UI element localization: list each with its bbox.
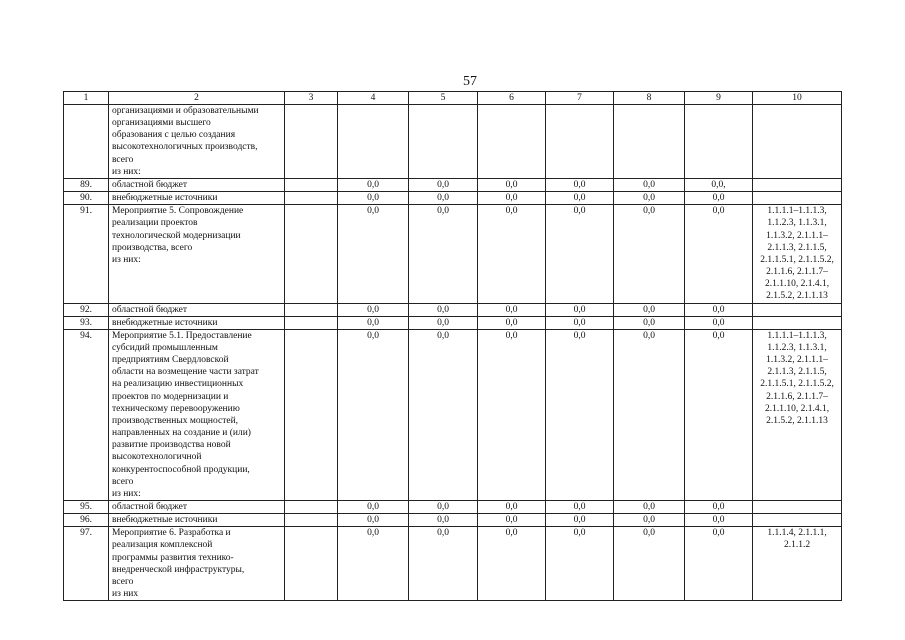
cell-col6: 0,0 [478, 329, 546, 500]
row-description: организациями и образовательными организациями высшего образования с целью создания высокотехнологичных производств, всего из них: [109, 105, 285, 179]
header-row [64, 92, 842, 105]
table-body [64, 105, 842, 601]
row-number: 93. [64, 316, 109, 329]
cell-col6: 0,0 [478, 205, 546, 303]
cell-targets: 1.1.1.4, 2.1.1.1, 2.1.1.2 [753, 527, 842, 601]
cell-col9: 0,0 [685, 192, 753, 205]
cell-col4: 0,0 [338, 178, 409, 191]
table-header [64, 92, 842, 105]
cell-col3 [285, 329, 338, 500]
row-number: 92. [64, 303, 109, 316]
row-description: областной бюджет [109, 501, 285, 514]
cell-col5 [409, 105, 478, 179]
row-description: внебюджетные источники [109, 316, 285, 329]
header-cell-5: 5 [409, 92, 478, 105]
cell-targets: 1.1.1.1–1.1.1.3, 1.1.2.3, 1.1.3.1, 1.1.3.2, 2.1.1.1– 2.1.1.3, 2.1.1.5, 2.1.1.5.1, 2.1.1.5.2, 2.1.1.6, 2.1.1.7– 2.1.1.10, 2.1.4.1, 2.1.5.2, 2.1.1.13 [753, 205, 842, 303]
cell-col6 [478, 105, 546, 179]
cell-col4: 0,0 [338, 316, 409, 329]
row-number: 94. [64, 329, 109, 500]
cell-col3 [285, 514, 338, 527]
table-row [64, 514, 842, 527]
cell-targets [753, 178, 842, 191]
cell-col3 [285, 527, 338, 601]
table-row [64, 316, 842, 329]
table-row [64, 501, 842, 514]
header-cell-1: 1 [64, 92, 109, 105]
cell-col3 [285, 192, 338, 205]
cell-col3 [285, 303, 338, 316]
cell-col9: 0,0 [685, 329, 753, 500]
cell-col9: 0,0, [685, 178, 753, 191]
cell-col4: 0,0 [338, 329, 409, 500]
cell-targets [753, 192, 842, 205]
table-row [64, 303, 842, 316]
row-number: 89. [64, 178, 109, 191]
cell-col8: 0,0 [614, 303, 685, 316]
cell-col3 [285, 501, 338, 514]
cell-targets [753, 303, 842, 316]
cell-col7: 0,0 [546, 501, 614, 514]
cell-col7: 0,0 [546, 316, 614, 329]
header-cell-6: 6 [478, 92, 546, 105]
table-row [64, 205, 842, 303]
cell-col7: 0,0 [546, 303, 614, 316]
cell-col8: 0,0 [614, 514, 685, 527]
cell-col4: 0,0 [338, 205, 409, 303]
cell-col9: 0,0 [685, 527, 753, 601]
cell-col8: 0,0 [614, 527, 685, 601]
cell-col7: 0,0 [546, 205, 614, 303]
cell-col6: 0,0 [478, 316, 546, 329]
cell-col8: 0,0 [614, 192, 685, 205]
cell-col5: 0,0 [409, 501, 478, 514]
cell-targets [753, 501, 842, 514]
cell-col9: 0,0 [685, 205, 753, 303]
cell-col9: 0,0 [685, 303, 753, 316]
cell-col9: 0,0 [685, 316, 753, 329]
cell-col7: 0,0 [546, 178, 614, 191]
cell-col8: 0,0 [614, 316, 685, 329]
cell-col9 [685, 105, 753, 179]
cell-col4: 0,0 [338, 514, 409, 527]
cell-col4: 0,0 [338, 527, 409, 601]
cell-col3 [285, 316, 338, 329]
cell-col4: 0,0 [338, 192, 409, 205]
row-description: Мероприятие 6. Разработка и реализация комплексной программы развития технико- внедренческой инфраструктуры, всего из них [109, 527, 285, 601]
row-number: 95. [64, 501, 109, 514]
cell-col7: 0,0 [546, 329, 614, 500]
cell-col8 [614, 105, 685, 179]
row-number [64, 105, 109, 179]
cell-col8: 0,0 [614, 178, 685, 191]
header-cell-3: 3 [285, 92, 338, 105]
page-number: 57 [463, 74, 477, 89]
cell-col4: 0,0 [338, 501, 409, 514]
header-cell-9: 9 [685, 92, 753, 105]
cell-col8: 0,0 [614, 501, 685, 514]
row-number: 90. [64, 192, 109, 205]
cell-col6: 0,0 [478, 178, 546, 191]
cell-col6: 0,0 [478, 303, 546, 316]
cell-col5: 0,0 [409, 192, 478, 205]
cell-targets [753, 514, 842, 527]
cell-col8: 0,0 [614, 329, 685, 500]
cell-col5: 0,0 [409, 178, 478, 191]
row-description: внебюджетные источники [109, 514, 285, 527]
header-cell-7: 7 [546, 92, 614, 105]
cell-targets [753, 316, 842, 329]
row-number: 96. [64, 514, 109, 527]
cell-col6: 0,0 [478, 514, 546, 527]
cell-col6: 0,0 [478, 501, 546, 514]
header-cell-8: 8 [614, 92, 685, 105]
cell-targets: 1.1.1.1–1.1.1.3, 1.1.2.3, 1.1.3.1, 1.1.3.2, 2.1.1.1– 2.1.1.3, 2.1.1.5, 2.1.1.5.1, 2.1.1.5.2, 2.1.1.6, 2.1.1.7– 2.1.1.10, 2.1.4.1, 2.1.5.2, 2.1.1.13 [753, 329, 842, 500]
table-row [64, 192, 842, 205]
row-description: Мероприятие 5. Сопровождение реализации проектов технологической модернизации производства, всего из них: [109, 205, 285, 303]
row-number: 97. [64, 527, 109, 601]
cell-col3 [285, 205, 338, 303]
cell-col7: 0,0 [546, 527, 614, 601]
row-description: областной бюджет [109, 178, 285, 191]
cell-col5: 0,0 [409, 329, 478, 500]
cell-targets [753, 105, 842, 179]
row-number: 91. [64, 205, 109, 303]
cell-col3 [285, 105, 338, 179]
row-description: внебюджетные источники [109, 192, 285, 205]
cell-col7: 0,0 [546, 514, 614, 527]
table-row [64, 329, 842, 500]
row-description: Мероприятие 5.1. Предоставление субсидий промышленным предприятиям Свердловской области на возмещение части затрат на реализацию инвестиционных проектов по модернизации и техническому перевооружению производственных мощностей, направленных на создание и (или) развитие производства новой высокотехнологичной конкурентоспособной продукции, всего из них: [109, 329, 285, 500]
budget-table [63, 91, 842, 601]
cell-col4 [338, 105, 409, 179]
cell-col6: 0,0 [478, 192, 546, 205]
cell-col9: 0,0 [685, 514, 753, 527]
row-description: областной бюджет [109, 303, 285, 316]
cell-col7 [546, 105, 614, 179]
header-cell-10: 10 [753, 92, 842, 105]
cell-col5: 0,0 [409, 303, 478, 316]
table-row [64, 105, 842, 179]
table-row [64, 527, 842, 601]
cell-col9: 0,0 [685, 501, 753, 514]
cell-col5: 0,0 [409, 514, 478, 527]
cell-col5: 0,0 [409, 527, 478, 601]
table-row [64, 178, 842, 191]
header-cell-2: 2 [109, 92, 285, 105]
cell-col8: 0,0 [614, 205, 685, 303]
cell-col7: 0,0 [546, 192, 614, 205]
cell-col4: 0,0 [338, 303, 409, 316]
cell-col3 [285, 178, 338, 191]
header-cell-4: 4 [338, 92, 409, 105]
cell-col5: 0,0 [409, 316, 478, 329]
cell-col6: 0,0 [478, 527, 546, 601]
cell-col5: 0,0 [409, 205, 478, 303]
